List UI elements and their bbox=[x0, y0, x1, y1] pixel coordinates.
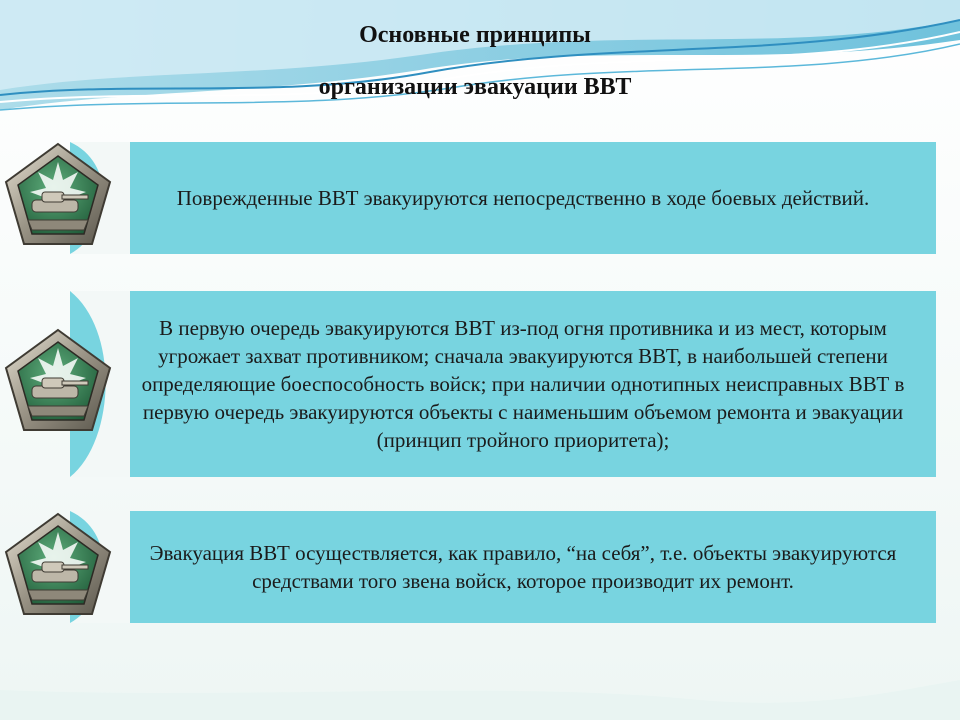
principle-card-3 bbox=[70, 511, 936, 623]
principle-text-2: В первую очередь эвакуируются ВВТ из-под огня противника и из мест, которым угрожает захват противником; сначала эвакуируются ВВТ, в наибольшей степени определяющие боеспособность войск; при наличии однотипных неисправных ВВТ в первую очередь эвакуируются объекты с наименьшим объемом ремонта и эвакуации (принцип тройного приоритета); bbox=[141, 316, 905, 452]
tank-emblem-icon bbox=[2, 510, 114, 622]
slide-title-line1: Основные принципы bbox=[359, 22, 591, 48]
principle-text-3: Эвакуация ВВТ осуществляется, как правило, “на себя”, т.е. объекты эвакуируются средствами того звена войск, которое производит их ремонт. bbox=[149, 541, 897, 593]
principle-card-2 bbox=[70, 291, 936, 477]
principle-card-1 bbox=[70, 142, 936, 254]
tank-emblem-icon bbox=[2, 326, 114, 438]
tank-emblem-icon bbox=[2, 140, 114, 252]
slide-title-line2: организации эвакуации ВВТ bbox=[318, 74, 632, 100]
principle-text-1: Поврежденные ВВТ эвакуируются непосредственно в ходе боевых действий. bbox=[176, 186, 870, 210]
